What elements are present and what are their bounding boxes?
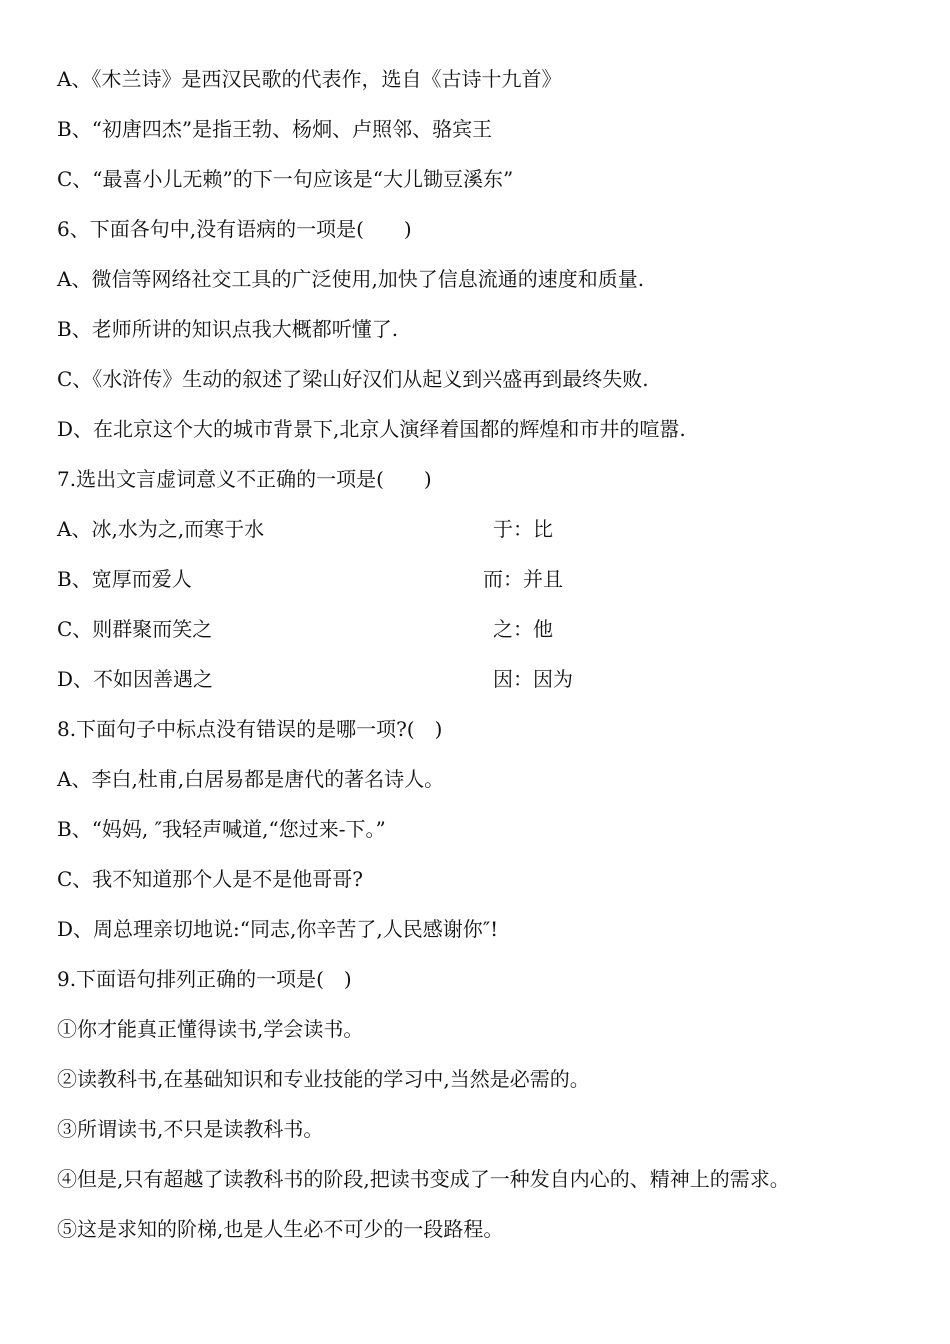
q8-option-c: C、我不知道那个人是不是他哥哥?	[57, 867, 364, 891]
option-a-mulan: A、《木兰诗》是西汉民歌的代表作，选自《古诗十九首》	[57, 67, 562, 91]
q8-option-a: A、李白,杜甫,白居易都是唐代的著名诗人。	[57, 767, 445, 791]
option-b-four-poets: B、“初唐四杰”是指王勃、杨炯、卢照邻、骆宾王	[57, 117, 493, 141]
q7-option-a-meaning: 于：比	[493, 517, 553, 541]
q6-option-c: C、《水浒传》生动的叙述了梁山好汉们从起义到兴盛再到最终失败.	[57, 367, 649, 391]
q8-option-b: B、“妈妈, ″我轻声喊道,“您过来-下。”	[57, 817, 386, 841]
q9-sentence-1: ①你才能真正懂得读书,学会读书。	[57, 1017, 364, 1041]
option-c-poem-line: C、“最喜小儿无赖”的下一句应该是“大儿锄豆溪东”	[57, 167, 514, 191]
question-6: 6、下面各句中,没有语病的一项是( )	[57, 217, 412, 241]
q6-option-d: D、在北京这个大的城市背景下,北京人演绎着国都的辉煌和市井的喧嚣.	[57, 417, 686, 441]
q9-sentence-5: ⑤这是求知的阶梯,也是人生必不可少的一段路程。	[57, 1217, 504, 1241]
question-7: 7.选出文言虚词意义不正确的一项是( )	[57, 467, 432, 491]
q7-option-c-meaning: 之：他	[493, 617, 553, 641]
q8-option-d: D、周总理亲切地说:“同志,你辛苦了,人民感谢你″!	[57, 917, 499, 941]
question-9: 9.下面语句排列正确的一项是( )	[57, 967, 352, 991]
q9-sentence-3: ③所谓读书,不只是读教科书。	[57, 1117, 324, 1141]
q7-option-b-meaning: 而：并且	[483, 567, 563, 591]
q7-option-d: D、不如因善遇之	[57, 667, 214, 691]
q7-option-a: A、冰,水为之,而寒于水	[57, 517, 265, 541]
q7-option-c: C、则群聚而笑之	[57, 617, 213, 641]
q6-option-b: B、老师所讲的知识点我大概都听懂了.	[57, 317, 399, 341]
q7-option-b: B、宽厚而爱人	[57, 567, 192, 591]
q7-option-d-meaning: 因：因为	[493, 667, 573, 691]
q9-sentence-4: ④但是,只有超越了读教科书的阶段,把读书变成了一种发自内心的、精神上的需求。	[57, 1167, 790, 1191]
question-8: 8.下面句子中标点没有错误的是哪一项?( )	[57, 717, 443, 741]
q9-sentence-2: ②读教科书,在基础知识和专业技能的学习中,当然是必需的。	[57, 1067, 590, 1091]
q6-option-a: A、微信等网络社交工具的广泛使用,加快了信息流通的速度和质量.	[57, 267, 645, 291]
